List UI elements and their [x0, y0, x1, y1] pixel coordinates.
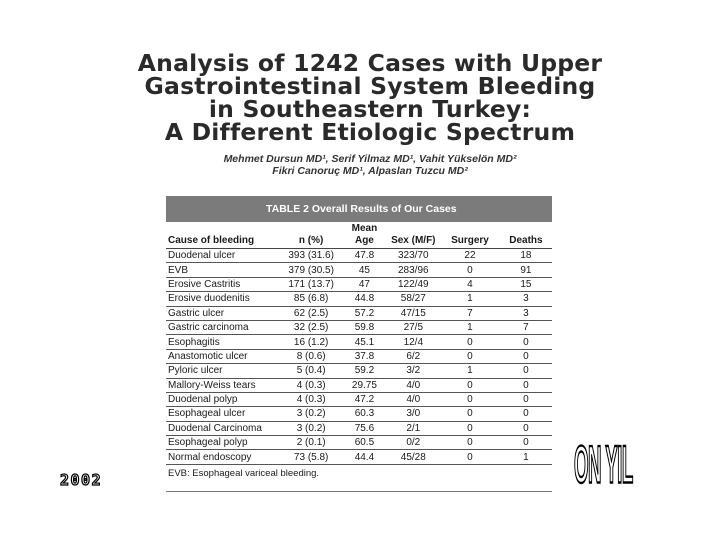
- cell-sex: 122/49: [387, 277, 441, 291]
- cell-surgery: 0: [440, 349, 500, 363]
- cell-age: 57.2: [342, 306, 386, 320]
- cell-deaths: 0: [500, 436, 552, 450]
- year-label: 2002: [60, 471, 103, 489]
- cell-deaths: 0: [500, 421, 552, 435]
- on-yil-text: ON YIL: [574, 436, 633, 495]
- authors-line-2: Fikri Canoruç MD¹, Alpaslan Tuzcu MD²: [272, 165, 468, 177]
- cell-surgery: 0: [440, 263, 500, 277]
- header-age: Mean Age: [342, 222, 386, 249]
- cell-deaths: 91: [500, 263, 552, 277]
- cell-cause: Duodenal polyp: [166, 392, 280, 406]
- cell-surgery: 1: [440, 320, 500, 334]
- cell-deaths: 7: [500, 320, 552, 334]
- table-caption: TABLE 2 Overall Results of Our Cases: [166, 196, 552, 222]
- cell-cause: Esophageal polyp: [166, 436, 280, 450]
- cell-surgery: 0: [440, 407, 500, 421]
- cell-sex: 323/70: [387, 249, 441, 263]
- table-row: [166, 421, 552, 435]
- cell-n: 32 (2.5): [280, 320, 342, 334]
- cell-surgery: 0: [440, 436, 500, 450]
- table-row: [166, 364, 552, 378]
- cell-sex: 47/15: [387, 306, 441, 320]
- cell-cause: Pyloric ulcer: [166, 364, 280, 378]
- cell-sex: 6/2: [387, 349, 441, 363]
- cell-sex: 27/5: [387, 320, 441, 334]
- cell-cause: Gastric carcinoma: [166, 320, 280, 334]
- cell-deaths: 0: [500, 392, 552, 406]
- table-row: [166, 320, 552, 334]
- cell-age: 45.1: [342, 335, 386, 349]
- cell-sex: 283/96: [387, 263, 441, 277]
- cell-cause: EVB: [166, 263, 280, 277]
- header-deaths: Deaths: [500, 222, 552, 249]
- title-line-2: Gastrointestinal System Bleeding: [144, 72, 596, 100]
- cell-age: 47.8: [342, 249, 386, 263]
- cell-surgery: 0: [440, 421, 500, 435]
- cell-n: 393 (31.6): [280, 249, 342, 263]
- cell-sex: 2/1: [387, 421, 441, 435]
- cell-age: 29.75: [342, 378, 386, 392]
- cell-n: 73 (5.8): [280, 450, 342, 464]
- cell-cause: Esophageal ulcer: [166, 407, 280, 421]
- slide-title: [60, 49, 680, 146]
- table-row: [166, 436, 552, 450]
- table-row: [166, 306, 552, 320]
- cell-cause: Erosive Castritis: [166, 277, 280, 291]
- cell-cause: Duodenal Carcinoma: [166, 421, 280, 435]
- cell-age: 59.8: [342, 320, 386, 334]
- header-sex: Sex (M/F): [387, 222, 441, 249]
- cell-surgery: 0: [440, 378, 500, 392]
- cell-age: 44.4: [342, 450, 386, 464]
- cell-deaths: 0: [500, 378, 552, 392]
- authors: [60, 153, 680, 177]
- cell-sex: 0/2: [387, 436, 441, 450]
- cell-cause: Erosive duodenitis: [166, 292, 280, 306]
- header-cause: Cause of bleeding: [166, 222, 280, 249]
- cell-surgery: 0: [440, 392, 500, 406]
- table-row: [166, 335, 552, 349]
- cell-n: 16 (1.2): [280, 335, 342, 349]
- cell-n: 85 (6.8): [280, 292, 342, 306]
- cell-n: 171 (13.7): [280, 277, 342, 291]
- cell-deaths: 0: [500, 335, 552, 349]
- table-row: [166, 378, 552, 392]
- cell-cause: Gastric ulcer: [166, 306, 280, 320]
- cell-sex: 3/0: [387, 407, 441, 421]
- cell-age: 60.3: [342, 407, 386, 421]
- table-row: [166, 292, 552, 306]
- table-row: [166, 392, 552, 406]
- title-line-3: in Southeastern Turkey:: [208, 95, 532, 123]
- cell-n: 379 (30.5): [280, 263, 342, 277]
- title-line-1: Analysis of 1242 Cases with Upper: [137, 49, 603, 77]
- cell-sex: 12/4: [387, 335, 441, 349]
- header-surgery: Surgery: [440, 222, 500, 249]
- cell-surgery: 0: [440, 450, 500, 464]
- cell-surgery: 1: [440, 364, 500, 378]
- table-row: [166, 263, 552, 277]
- cell-cause: Anastomotic ulcer: [166, 349, 280, 363]
- table-footnote: EVB: Esophageal variceal bleeding.: [168, 467, 320, 479]
- cell-n: 2 (0.1): [280, 436, 342, 450]
- cell-deaths: 3: [500, 292, 552, 306]
- cell-sex: 58/27: [387, 292, 441, 306]
- cell-cause: Duodenal ulcer: [166, 249, 280, 263]
- table-row: [166, 249, 552, 263]
- cell-sex: 45/28: [387, 450, 441, 464]
- cell-age: 75.6: [342, 421, 386, 435]
- table-row: [166, 407, 552, 421]
- cell-age: 37.8: [342, 349, 386, 363]
- table-row: [166, 277, 552, 291]
- cell-surgery: 0: [440, 335, 500, 349]
- cell-age: 47: [342, 277, 386, 291]
- cell-deaths: 0: [500, 407, 552, 421]
- cell-surgery: 4: [440, 277, 500, 291]
- cell-deaths: 1: [500, 450, 552, 464]
- cell-n: 4 (0.3): [280, 378, 342, 392]
- cell-n: 3 (0.2): [280, 407, 342, 421]
- cell-deaths: 3: [500, 306, 552, 320]
- cell-n: 4 (0.3): [280, 392, 342, 406]
- cell-age: 45: [342, 263, 386, 277]
- authors-line-1: Mehmet Dursun MD¹, Serif Yilmaz MD¹, Vahit Yükselön MD²: [223, 153, 517, 165]
- cell-age: 59.2: [342, 364, 386, 378]
- cell-sex: 4/0: [387, 378, 441, 392]
- cell-deaths: 0: [500, 349, 552, 363]
- on-yil-badge: [574, 436, 674, 494]
- cell-n: 62 (2.5): [280, 306, 342, 320]
- table-row: [166, 450, 552, 464]
- results-grid: [166, 222, 552, 465]
- cell-age: 47.2: [342, 392, 386, 406]
- cell-deaths: 15: [500, 277, 552, 291]
- title-line-4: A Different Etiologic Spectrum: [164, 118, 576, 146]
- cell-surgery: 1: [440, 292, 500, 306]
- cell-cause: Normal endoscopy: [166, 450, 280, 464]
- cell-n: 3 (0.2): [280, 421, 342, 435]
- header-n: n (%): [280, 222, 342, 249]
- cell-age: 44.8: [342, 292, 386, 306]
- table-header-row: [166, 222, 552, 249]
- cell-n: 8 (0.6): [280, 349, 342, 363]
- cell-surgery: 7: [440, 306, 500, 320]
- table-row: [166, 349, 552, 363]
- cell-age: 60.5: [342, 436, 386, 450]
- cell-n: 5 (0.4): [280, 364, 342, 378]
- cell-surgery: 22: [440, 249, 500, 263]
- table-bottom-rule: [166, 491, 552, 492]
- table-body: [166, 249, 552, 465]
- cell-deaths: 0: [500, 364, 552, 378]
- cell-deaths: 18: [500, 249, 552, 263]
- cell-cause: Esophagitis: [166, 335, 280, 349]
- results-table: [166, 196, 552, 492]
- cell-sex: 3/2: [387, 364, 441, 378]
- cell-sex: 4/0: [387, 392, 441, 406]
- cell-cause: Mallory-Weiss tears: [166, 378, 280, 392]
